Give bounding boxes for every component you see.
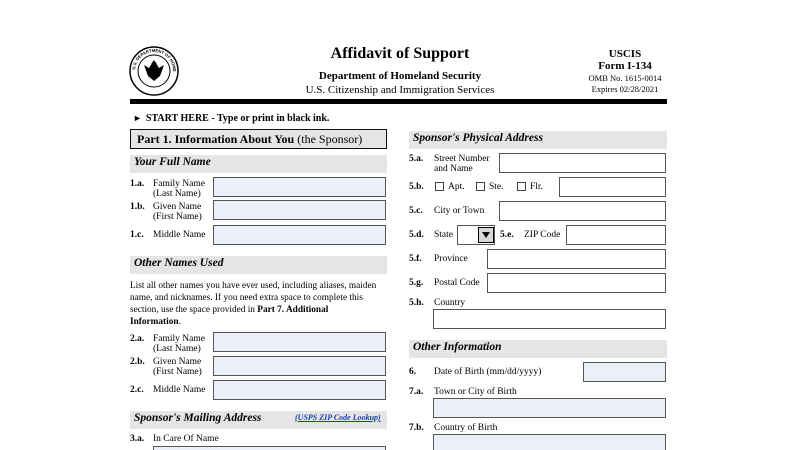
other-information-heading: Other Information (409, 340, 667, 358)
field-label: Family Name (153, 334, 205, 344)
field-number: 5.a. (409, 154, 424, 164)
chevron-down-icon[interactable] (478, 227, 494, 243)
middle-name-input[interactable] (213, 225, 386, 245)
play-arrow-icon: ► (133, 113, 142, 123)
field-label: Given Name (153, 357, 202, 367)
field-number: 3.a. (130, 434, 145, 444)
field-label: Middle Name (153, 385, 206, 395)
field-number: 6. (409, 367, 417, 377)
usps-zip-lookup-link[interactable]: (USPS ZIP Code Lookup) (295, 413, 381, 422)
street-input[interactable] (499, 153, 666, 173)
field-number: 1.c. (130, 230, 144, 240)
physical-address-heading: Sponsor's Physical Address (409, 131, 667, 149)
field-label: Street Number (434, 154, 490, 164)
part1-title: Part 1. Information About You (137, 132, 295, 146)
form-number: Form I-134 (598, 60, 652, 72)
zip-code-input[interactable] (566, 225, 666, 245)
part1-subtitle: (the Sponsor) (297, 132, 363, 146)
city-input[interactable] (499, 201, 666, 221)
mailing-address-heading: Sponsor's Mailing Address (130, 411, 387, 429)
other-family-name-input[interactable] (213, 332, 386, 352)
department-name: Department of Homeland Security (318, 70, 482, 82)
apt-checkbox[interactable] (435, 182, 444, 191)
field-label: Town or City of Birth (434, 387, 517, 397)
unit-number-input[interactable] (559, 177, 666, 197)
field-label: Family Name (153, 179, 205, 189)
field-number: 1.b. (130, 202, 145, 212)
field-number: 5.g. (409, 278, 424, 288)
field-label: Country of Birth (434, 423, 498, 433)
expiration-date: Expires 02/28/2021 (591, 84, 659, 94)
field-sublabel: (First Name) (153, 212, 202, 222)
field-number: 5.b. (409, 182, 424, 192)
start-here (133, 113, 329, 124)
other-middle-name-input[interactable] (213, 380, 386, 400)
field-number: 7.b. (409, 423, 424, 433)
flr-checkbox[interactable] (517, 182, 526, 191)
omb-number: OMB No. 1615-0014 (588, 73, 662, 83)
field-label: Postal Code (434, 278, 480, 288)
agency-name: U.S. Citizenship and Immigration Services (305, 84, 495, 96)
field-label: Province (434, 254, 468, 264)
flr-label: Flr. (530, 182, 543, 192)
instructions-bold-text: Part 7. Additional Information (130, 305, 329, 327)
instructions-text: List all other names you have ever used, including aliases, maiden name, and nicknames. If you need extra space to complete this section, use the space provided in (130, 281, 377, 315)
given-name-input[interactable] (213, 200, 386, 220)
field-label: ZIP Code (524, 230, 561, 240)
field-number: 7.a. (409, 387, 424, 397)
field-label: State (434, 230, 453, 240)
apt-label: Apt. (448, 182, 465, 192)
in-care-of-input[interactable] (153, 446, 386, 450)
full-name-heading: Your Full Name (130, 155, 387, 173)
field-number: 5.c. (409, 206, 423, 216)
other-names-heading: Other Names Used (130, 256, 387, 274)
field-label: Country (434, 298, 466, 308)
field-sublabel: (Last Name) (153, 189, 201, 199)
form-title: Affidavit of Support (330, 45, 470, 62)
field-sublabel: (Last Name) (153, 344, 201, 354)
instructions-end: . (178, 317, 181, 327)
province-input[interactable] (487, 249, 666, 269)
country-input[interactable] (433, 309, 666, 329)
field-number: 2.b. (130, 357, 145, 367)
agency-short: USCIS (608, 48, 642, 60)
ste-checkbox[interactable] (476, 182, 485, 191)
date-of-birth-input[interactable] (583, 362, 666, 382)
svg-text:U.S. DEPARTMENT OF HOMELAND SE: U.S. DEPARTMENT OF HOME (131, 47, 178, 72)
field-number: 1.a. (130, 179, 145, 189)
field-sublabel: and Name (434, 164, 473, 174)
town-of-birth-input[interactable] (433, 398, 666, 418)
field-label: Date of Birth (mm/dd/yyyy) (434, 367, 542, 377)
field-number: 5.h. (409, 298, 424, 308)
country-of-birth-input[interactable] (433, 434, 666, 450)
field-label: Middle Name (153, 230, 206, 240)
field-number: 5.e. (500, 230, 514, 240)
field-number: 2.c. (130, 385, 144, 395)
field-number: 5.d. (409, 230, 424, 240)
field-label: Given Name (153, 202, 202, 212)
ste-label: Ste. (489, 182, 504, 192)
start-here-text: START HERE - Type or print in black ink. (145, 113, 330, 124)
other-given-name-input[interactable] (213, 356, 386, 376)
field-label: City or Town (434, 206, 485, 216)
field-label: In Care Of Name (153, 434, 219, 444)
postal-code-input[interactable] (487, 273, 666, 293)
header-rule (130, 99, 667, 104)
part1-header (130, 129, 387, 149)
family-name-input[interactable] (213, 177, 386, 197)
dhs-seal-logo (129, 46, 179, 96)
field-number: 2.a. (130, 334, 145, 344)
field-sublabel: (First Name) (153, 367, 202, 377)
field-number: 5.f. (409, 254, 422, 264)
other-names-instructions (130, 280, 380, 328)
